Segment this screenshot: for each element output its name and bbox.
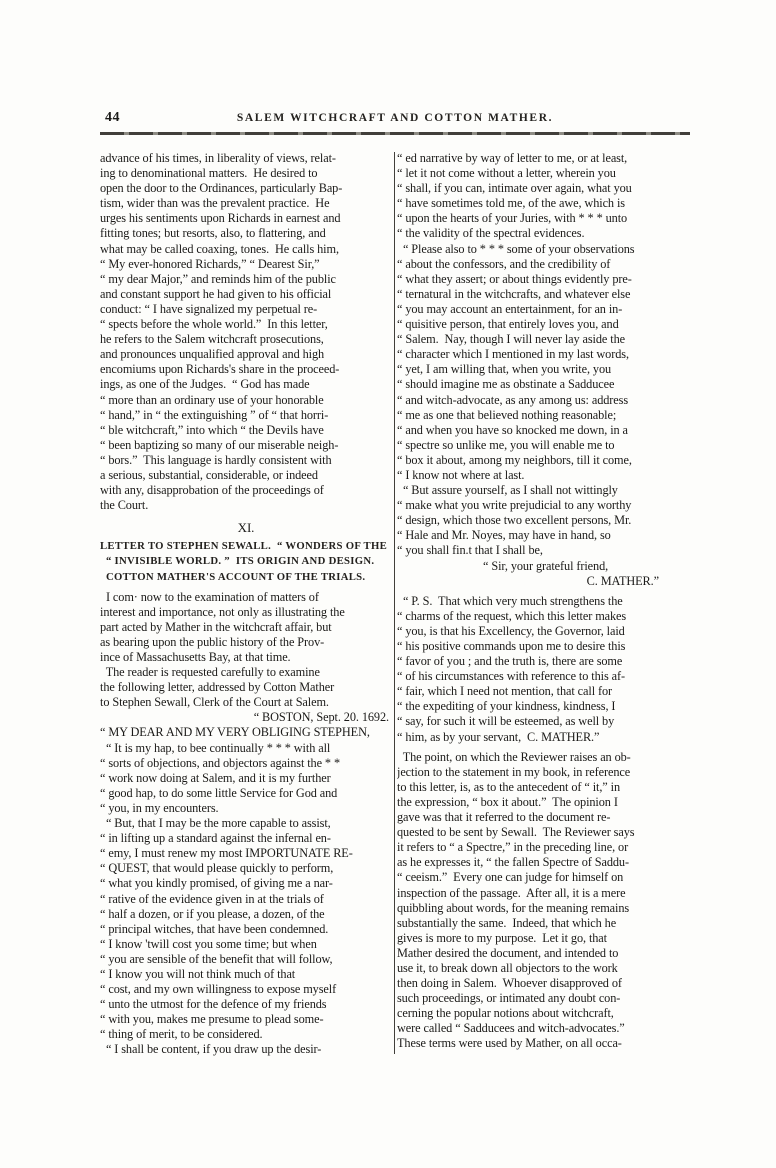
text-line: “ shall, if you can, intimate over again, what you	[397, 181, 632, 196]
text-line: “ say, for such it will be esteemed, as well by	[397, 714, 615, 729]
text-line: “ bors.” This language is hardly consistent with	[100, 452, 332, 467]
text-line: “ Salem. Nay, though I will never lay aside the	[397, 332, 625, 347]
text-line: The point, on which the Reviewer raises an ob-	[397, 749, 631, 764]
text-line: gives is more to my purpose. Let it go, that	[397, 930, 607, 945]
text-line: the expression, “ box it about.” The opinion I	[397, 794, 618, 809]
text-block-sig	[397, 574, 689, 589]
text-line: “ INVISIBLE WORLD. ” ITS ORIGIN AND DESIGN.	[100, 555, 375, 568]
text-line: “ ed narrative by way of letter to me, or at least,	[397, 151, 628, 165]
text-line: to this letter, is, as to the antecedent of “ it,” in	[397, 779, 620, 794]
text-block-para	[397, 483, 689, 558]
text-line: quibbling about words, for the meaning remains	[397, 900, 630, 915]
text-line: it refers to “ a Spectre,” in the preceding line, or	[397, 840, 629, 855]
text-line: “ me as one that believed nothing reasonable;	[397, 407, 617, 422]
text-line: “ and witch-advocate, as any among us: address	[397, 392, 629, 407]
text-line: “ sorts of objections, and objectors against the * *	[100, 755, 340, 770]
text-line: ince of Massachusetts Bay, at that time.	[100, 650, 291, 664]
text-line: “ in lifting up a standard against the infernal en-	[100, 831, 331, 846]
text-line: ing to denominational matters. He desired to	[100, 166, 318, 181]
text-line: “ My ever-honored Richards,” “ Dearest Sir,”	[100, 256, 320, 271]
text-line: and pronounces unqualified approval and high	[100, 347, 325, 362]
text-line: what may be called coaxing, tones. He calls him,	[100, 241, 339, 256]
text-line: part acted by Mather in the witchcraft affair, but	[100, 619, 332, 634]
text-line: The reader is requested carefully to examine	[100, 665, 320, 680]
text-line: “ It is my hap, to bee continually * * * with all	[100, 740, 331, 755]
text-line: “ what you kindly promised, of giving me a nar-	[100, 876, 333, 891]
text-line: conduct: “ I have signalized my perpetual re-	[100, 301, 318, 316]
text-line: C. MATHER.”	[586, 573, 659, 588]
text-line: to Stephen Sewall, Clerk of the Court at Salem.	[100, 695, 329, 710]
text-line: inspection of the passage. After all, it is a mere	[397, 885, 626, 900]
text-block-para	[397, 151, 689, 483]
text-line: substantially the same. Indeed, that which he	[397, 915, 617, 930]
text-line: with any, disapprobation of the proceedings of	[100, 483, 324, 498]
text-line: use it, to break down all objectors to the work	[397, 960, 618, 975]
text-line: “ MY DEAR AND MY VERY OBLIGING STEPHEN,	[100, 725, 370, 740]
text-line: “ work now doing at Salem, and it is my further	[100, 770, 331, 785]
text-line: “ what they assert; or about things evidently pre-	[397, 271, 632, 286]
text-line: “ upon the hearts of your Juries, with * * * unto	[397, 211, 628, 226]
text-block-para-gap	[397, 594, 689, 745]
text-block-mid	[397, 559, 689, 574]
text-line: then doing in Salem. Whoever disapproved of	[397, 976, 622, 991]
text-line: Mather desired the document, and intended to	[397, 945, 619, 960]
text-line: “ you, in my encounters.	[100, 800, 219, 815]
text-line: “ should imagine me as obstinate a Sadducee	[397, 377, 615, 392]
text-line: the Court.	[100, 498, 149, 513]
left-column	[100, 151, 392, 1058]
text-line: “ principal witches, that have been condemned.	[100, 921, 329, 936]
text-line: “ But assure yourself, as I shall not wittingly	[397, 483, 618, 498]
text-line: “ more than an ordinary use of your honorable	[100, 392, 324, 407]
text-line: “ I know you will not think much of that	[100, 966, 296, 981]
text-line: as he expresses it, “ the fallen Spectre of Saddu-	[397, 855, 629, 870]
text-line: “ I know 'twill cost you some time; but when	[100, 936, 317, 951]
text-line: “ quisitive person, that entirely loves you, and	[397, 317, 619, 332]
text-line: “ you may account an entertainment, for an in-	[397, 301, 623, 316]
text-line: “ my dear Major,” and reminds him of the public	[100, 271, 336, 286]
text-line: “ character which I mentioned in my last words,	[397, 347, 629, 362]
text-line: “ good hap, to do some little Service for God and	[100, 785, 338, 800]
text-line: “ ble witchcraft,” into which “ the Devils have	[100, 422, 324, 437]
text-line: “ spectre so unlike me, you will enable me to	[397, 437, 615, 452]
text-line: jection to the statement in my book, in reference	[397, 764, 631, 779]
text-line: “ half a dozen, or if you please, a dozen, of the	[100, 906, 325, 921]
text-line: urges his sentiments upon Richards in earnest and	[100, 211, 341, 226]
text-line: “ Sir, your grateful friend,	[483, 558, 609, 573]
text-block-para	[100, 665, 392, 710]
text-line: he refers to the Salem witchcraft prosecutions,	[100, 332, 324, 347]
text-line: XI.	[237, 520, 255, 536]
text-line: “ you shall fin.t that I shall be,	[397, 543, 543, 558]
text-columns	[100, 151, 690, 1058]
text-line: advance of his times, in liberality of views, relat-	[100, 151, 336, 165]
text-line: “ and when you have so knocked me down, in a	[397, 422, 628, 437]
text-line: quested to be sent by Sewall. The Reviewer says	[397, 825, 635, 840]
page-number: 44	[105, 110, 120, 125]
text-line: “ you are sensible of the benefit that will follow,	[100, 951, 333, 966]
text-line: “ the validity of the spectral evidences.	[397, 226, 585, 241]
text-block-para	[100, 151, 392, 513]
text-block-date	[100, 710, 392, 725]
text-line: “ I shall be content, if you draw up the desir-	[100, 1042, 322, 1057]
text-line: “ BOSTON, Sept. 20. 1692.	[253, 710, 389, 725]
text-line: “ charms of the request, which this letter makes	[397, 608, 627, 623]
text-line: “ about the confessors, and the credibility of	[397, 256, 611, 271]
text-line: and constant support he had given to his official	[100, 286, 332, 301]
text-line: a serious, substantial, considerable, or indeed	[100, 467, 318, 482]
text-line: “ have sometimes told me, of the awe, which is	[397, 196, 625, 211]
text-line: “ I know not where at last.	[397, 467, 525, 482]
text-line: gave was that it referred to the document re-	[397, 810, 611, 825]
text-line: LETTER TO STEPHEN SEWALL. “ WONDERS OF THE	[100, 540, 387, 553]
text-line: “ Hale and Mr. Noyes, may have in hand, so	[397, 528, 611, 543]
text-line: “ been baptizing so many of our miserable neigh-	[100, 437, 339, 452]
text-line: ings, as one of the Judges. “ God has made	[100, 377, 310, 392]
text-line: “ hand,” in “ the extinguishing ” of “ that horri-	[100, 407, 329, 422]
text-line: “ him, as by your servant, C. MATHER.”	[397, 729, 600, 744]
text-line: the following letter, addressed by Cotton Mather	[100, 680, 335, 695]
text-line: “ cost, and my own willingness to expose myself	[100, 982, 337, 997]
text-line: cerning the popular notions about witchcraft,	[397, 1006, 614, 1021]
text-line: “ fair, which I need not mention, that call for	[397, 684, 613, 699]
page-header	[100, 109, 690, 129]
header-rule	[100, 132, 690, 135]
text-line: such proceedings, or intimated any doubt con-	[397, 991, 621, 1006]
text-line: “ his positive commands upon me to desire this	[397, 639, 626, 653]
right-column	[397, 151, 689, 1058]
text-line: “ ceeism.” Every one can judge for himself on	[397, 870, 624, 885]
text-block-smallcaps	[100, 539, 392, 584]
text-line: “ Please also to * * * some of your observations	[397, 241, 635, 256]
text-line: “ favor of you ; and the truth is, there are some	[397, 654, 623, 669]
text-line: “ rative of the evidence given in at the trials of	[100, 891, 324, 906]
text-line: “ design, which those two excellent persons, Mr.	[397, 513, 632, 528]
text-line: “ you, is that his Excellency, the Governor, laid	[397, 623, 625, 638]
text-line: “ ternatural in the witchcrafts, and whatever else	[397, 286, 631, 301]
text-line: “ thing of merit, to be considered.	[100, 1027, 263, 1042]
text-line: “ yet, I am willing that, when you write, you	[397, 362, 612, 377]
text-line: These terms were used by Mather, on all occa-	[397, 1036, 622, 1051]
column-divider	[394, 152, 395, 1054]
text-line: “ QUEST, that would please quickly to perform,	[100, 861, 334, 876]
text-line: “ emy, I must renew my most IMPORTUNATE RE-	[100, 846, 353, 861]
text-line: “ the expediting of your kindness, kindness, I	[397, 699, 616, 714]
text-line: were called “ Sadducees and witch-advocates.”	[397, 1021, 625, 1036]
text-line: COTTON MATHER'S ACCOUNT OF THE TRIALS.	[100, 570, 366, 583]
text-line: fitting tones; but resorts, also, to flattering, and	[100, 226, 326, 241]
text-line: “ let it not come without a letter, wherein you	[397, 166, 616, 181]
text-line: “ spects before the whole world.” In this letter,	[100, 317, 328, 332]
text-line: “ unto the utmost for the defence of my friends	[100, 997, 327, 1012]
text-block-para-gap	[397, 750, 689, 1052]
running-title: SALEM WITCHCRAFT AND COTTON MATHER.	[236, 112, 554, 124]
text-line: I com· now to the examination of matters of	[100, 589, 319, 604]
text-line: interest and importance, not only as illustrating the	[100, 604, 345, 619]
text-line: “ make what you write prejudicial to any worthy	[397, 498, 632, 513]
text-line: open the door to the Ordinances, particularly Bap-	[100, 181, 343, 196]
text-line: “ P. S. That which very much strengthens the	[397, 593, 623, 608]
text-line: “ of his circumstances with reference to this af-	[397, 669, 625, 684]
text-line: tism, wider than was the prevalent practice. He	[100, 196, 330, 211]
text-line: encomiums upon Richards's share in the proceed-	[100, 362, 340, 377]
text-line: “ with you, makes me presume to plead some-	[100, 1012, 324, 1027]
text-block-para	[100, 590, 392, 665]
text-line: “ But, that I may be the more capable to assist,	[100, 816, 331, 831]
text-block-para	[100, 725, 392, 1057]
text-line: “ box it about, among my neighbors, till it come,	[397, 452, 632, 467]
text-block-center	[100, 520, 392, 535]
text-line: as bearing upon the public history of the Prov-	[100, 634, 325, 649]
